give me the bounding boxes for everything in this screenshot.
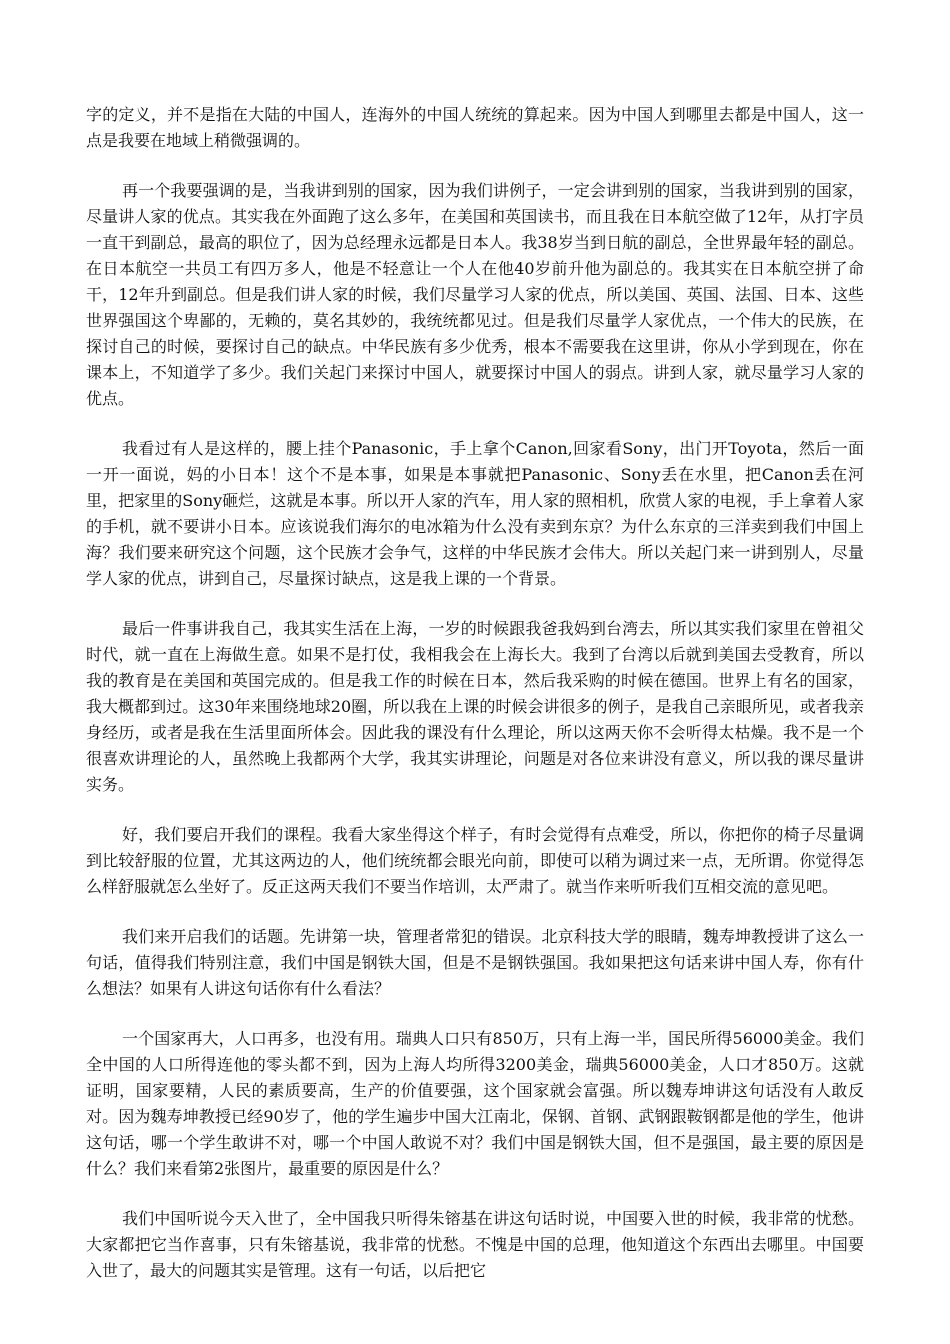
paragraph-2: 再一个我要强调的是，当我讲到别的国家，因为我们讲例子，一定会讲到别的国家，当我讲到别的国家，尽量讲人家的优点。其实我在外面跑了这么多年，在美国和英国读书，而且我在日本航空做了12年，从打字员一直干到副总，最高的职位了，因为总经理永远都是日本人。我38岁当到日航的副总，全世界最年轻的副总。在日本航空一共员工有四万多人，他是不轻意让一个人在他40岁前升他为副总的。我其实在日本航空拼了命干，12年升到副总。但是我们讲人家的时候，我们尽量学习人家的优点，所以美国、英国、法国、日本、这些世界强国这个卑鄙的，无赖的，莫名其妙的，我统统都见过。但是我们尽量学人家优点，一个伟大的民族，在探讨自己的时候，要探讨自己的缺点。中华民族有多少优秀，根本不需要我在这里讲，你从小学到现在，你在课本上，不知道学了多少。我们关起门来探讨中国人，就要探讨中国人的弱点。讲到人家，就尽量学习人家的优点。 [86,181,864,408]
paragraph-3: 我看过有人是这样的，腰上挂个Panasonic，手上拿个Canon,回家看Sony，出门开Toyota，然后一面一开一面说，妈的小日本！这个不是本事，如果是本事就把Panasonic、Sony丢在水里，把Canon丢在河里，把家里的Sony砸烂，这就是本事。所以开人家的汽车，用人家的照相机，欣赏人家的电视，手上拿着人家的手机，就不要讲小日本。应该说我们海尔的电冰箱为什么没有卖到东京？为什么东京的三洋卖到我们中国上海？我们要来研究这个问题，这个民族才会争气，这样的中华民族才会伟大。所以关起门来一讲到别人，尽量学人家的优点，讲到自己，尽量探讨缺点，这是我上课的一个背景。 [86,439,864,588]
paragraph-7: 一个国家再大，人口再多，也没有用。瑞典人口只有850万，只有上海一半，国民所得56000美金。我们全中国的人口所得连他的零头都不到，因为上海人均所得3200美金，瑞典56000美金，人口才850万。这就证明，国家要精，人民的素质要高，生产的价值要强，这个国家就会富强。所以魏寿坤讲这句话没有人敢反对。因为魏寿坤教授已经90岁了，他的学生遍步中国大江南北，保钢、首钢、武钢跟鞍钢都是他的学生，他讲这句话，哪一个学生敢讲不对，哪一个中国人敢说不对？我们中国是钢铁大国，但不是强国，最主要的原因是什么？我们来看第2张图片，最重要的原因是什么？ [86,1029,864,1178]
paragraph-4: 最后一件事讲我自己，我其实生活在上海，一岁的时候跟我爸我妈到台湾去，所以其实我们家里在曾祖父时代，就一直在上海做生意。如果不是打仗，我相我会在上海长大。我到了台湾以后就到美国去受教育，所以我的教育是在美国和英国完成的。但是我工作的时候在日本，然后我采购的时候在德国。世界上有名的国家，我大概都到过。这30年来围绕地球20圈，所以我在上课的时候会讲很多的例子，是我自己亲眼所见，或者我亲身经历，或者是我在生活里面所体会。因此我的课没有什么理论，所以这两天你不会听得太枯燥。我不是一个很喜欢讲理论的人，虽然晚上我都两个大学，我其实讲理论，问题是对各位来讲没有意义，所以我的课尽量讲实务。 [86,619,864,794]
document-body [86,102,864,1308]
paragraph-8: 我们中国听说今天入世了，全中国我只听得朱镕基在讲这句话时说，中国要入世的时候，我非常的忧愁。大家都把它当作喜事，只有朱镕基说，我非常的忧愁。不愧是中国的总理，他知道这个东西出去哪里。中国要入世了，最大的问题其实是管理。这有一句话，以后把它 [86,1209,864,1280]
paragraph-6: 我们来开启我们的话题。先讲第一块，管理者常犯的错误。北京科技大学的眼睛，魏寿坤教授讲了这么一句话，值得我们特别注意，我们中国是钢铁大国，但是不是钢铁强国。我如果把这句话来讲中国人寿，你有什么想法？如果有人讲这句话你有什么看法？ [86,927,864,998]
paragraph-5: 好，我们要启开我们的课程。我看大家坐得这个样子，有时会觉得有点难受，所以，你把你的椅子尽量调到比较舒服的位置，尤其这两边的人，他们统统都会眼光向前，即使可以稍为调过来一点，无所谓。你觉得怎么样舒服就怎么坐好了。反正这两天我们不要当作培训，太严肃了。就当作来听听我们互相交流的意见吧。 [86,825,864,896]
paragraph-1: 字的定义，并不是指在大陆的中国人，连海外的中国人统统的算起来。因为中国人到哪里去都是中国人，这一点是我要在地域上稍微强调的。 [86,105,864,150]
